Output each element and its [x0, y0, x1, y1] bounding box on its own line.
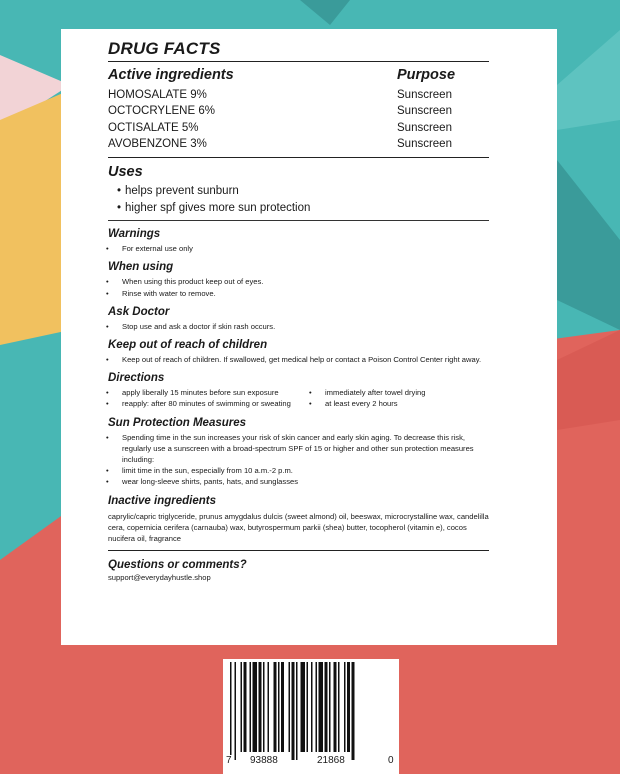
- barcode-bars: [230, 662, 392, 762]
- barcode-digits-right: 21868: [317, 755, 345, 766]
- inactive-ingredients-heading: Inactive ingredients: [108, 494, 217, 507]
- list-item: • Spending time in the sun increases your risk of skin cancer and early skin aging. To decrease this risk, regularly use a sunscreen with a broad-spectrum SPF of 15 or higher and other sun protection measures including:: [114, 432, 489, 466]
- list-item: • limit time in the sun, especially from 10 a.m.-2 p.m.: [114, 465, 489, 476]
- barcode-bar: [296, 662, 298, 760]
- barcode-bar: [259, 662, 262, 752]
- list-item: • wear long-sleeve shirts, pants, hats, and sunglasses: [114, 476, 489, 487]
- barcode-bar: [292, 662, 295, 760]
- barcode-bar: [263, 662, 265, 752]
- warnings-list: [108, 243, 489, 254]
- ask-doctor-heading: Ask Doctor: [108, 305, 170, 318]
- divider: [108, 550, 489, 551]
- active-ingredients-heading: Active ingredients: [108, 67, 234, 83]
- barcode-bar: [311, 662, 313, 752]
- uses-list: [108, 183, 489, 216]
- list-item: • Rinse with water to remove.: [114, 288, 489, 299]
- list-item: • immediately after towel drying: [317, 387, 425, 398]
- barcode-bar: [347, 662, 350, 752]
- questions-heading: Questions or comments?: [108, 559, 247, 572]
- directions-col-1: [108, 387, 311, 409]
- barcode-digits-left: 93888: [250, 755, 278, 766]
- ingredient-name: OCTISALATE 5%: [108, 121, 199, 134]
- barcode-bar: [244, 662, 247, 752]
- purpose-heading: Purpose: [397, 67, 456, 83]
- when-using-list: [108, 276, 489, 298]
- divider: [108, 157, 489, 158]
- keep-out-list: [108, 354, 489, 365]
- support-email: support@everydayhustle.shop: [108, 573, 211, 583]
- divider: [108, 220, 489, 221]
- barcode-bar: [241, 662, 243, 752]
- barcode-bar: [301, 662, 306, 752]
- barcode-digit-first: 7: [226, 755, 232, 766]
- barcode-bar: [281, 662, 284, 752]
- list-item: • When using this product keep out of eyes.: [114, 276, 489, 287]
- list-item: • higher spf gives more sun protection: [117, 200, 489, 217]
- barcode-bar: [250, 662, 252, 752]
- barcode-bar: [325, 662, 328, 752]
- sun-protection-list: [108, 432, 489, 488]
- drug-facts-title: DRUG FACTS: [108, 39, 221, 58]
- barcode-bar: [319, 662, 324, 752]
- active-ingredients-list: [108, 87, 489, 152]
- ingredient-purpose: Sunscreen: [397, 89, 452, 101]
- inactive-ingredients-text: caprylic/capric triglyceride, prunus amygdalus dulcis (sweet almond) oil, beeswax, microcrystalline wax, candelilla cera, copernicia cerifera (carnauba) wax, butyrospermum parkii (shea) butter, tocopherol (vitamin e), cocos nucifera oil, fragrance: [108, 511, 489, 544]
- ingredient-row: [108, 136, 489, 152]
- active-header-row: [108, 67, 489, 83]
- divider: [108, 61, 489, 62]
- barcode-bar: [334, 662, 337, 752]
- ingredient-row: [108, 103, 489, 119]
- ask-doctor-list: [108, 321, 489, 332]
- ingredient-purpose: Sunscreen: [397, 137, 452, 150]
- barcode-bar: [230, 662, 232, 760]
- list-item: • Keep out of reach of children. If swallowed, get medical help or contact a Poison Control Center right away.: [114, 354, 489, 365]
- barcode-bar: [274, 662, 277, 752]
- barcode-bar: [235, 662, 237, 760]
- barcode-bar: [316, 662, 318, 752]
- keep-out-heading: Keep out of reach of children: [108, 339, 268, 351]
- when-using-heading: When using: [108, 261, 174, 274]
- ingredient-purpose: Sunscreen: [397, 105, 452, 118]
- barcode-bar: [329, 662, 331, 752]
- directions-col-2: [311, 387, 425, 409]
- uses-heading: Uses: [108, 164, 143, 181]
- ingredient-name: OCTOCRYLENE 6%: [108, 105, 215, 118]
- warnings-heading: Warnings: [108, 228, 161, 241]
- ingredient-name: HOMOSALATE 9%: [108, 89, 207, 101]
- barcode-bar: [268, 662, 270, 752]
- ingredient-row: [108, 120, 489, 136]
- list-item: • apply liberally 15 minutes before sun exposure: [114, 387, 311, 398]
- ingredient-purpose: Sunscreen: [397, 121, 452, 134]
- directions-columns: [108, 387, 489, 409]
- drug-facts-panel: [61, 29, 557, 645]
- list-item: • Stop use and ask a doctor if skin rash occurs.: [114, 321, 489, 332]
- barcode-bar: [253, 662, 258, 752]
- ingredient-name: AVOBENZONE 3%: [108, 137, 207, 150]
- ingredient-row: [108, 87, 489, 103]
- barcode-digit-last: 0: [388, 755, 394, 766]
- list-item: • For external use only: [114, 243, 489, 254]
- barcode-bar: [307, 662, 309, 752]
- barcode-bar: [289, 662, 291, 752]
- barcode-bar: [352, 662, 355, 760]
- list-item: • at least every 2 hours: [317, 398, 425, 409]
- list-item: • helps prevent sunburn: [117, 183, 489, 200]
- barcode-bar: [344, 662, 346, 752]
- list-item: • reapply: after 80 minutes of swimming or sweating: [114, 398, 311, 409]
- barcode-bar: [278, 662, 280, 752]
- barcode-bar: [338, 662, 340, 752]
- barcode: [223, 659, 399, 774]
- sun-protection-heading: Sun Protection Measures: [108, 416, 247, 429]
- directions-heading: Directions: [108, 372, 165, 385]
